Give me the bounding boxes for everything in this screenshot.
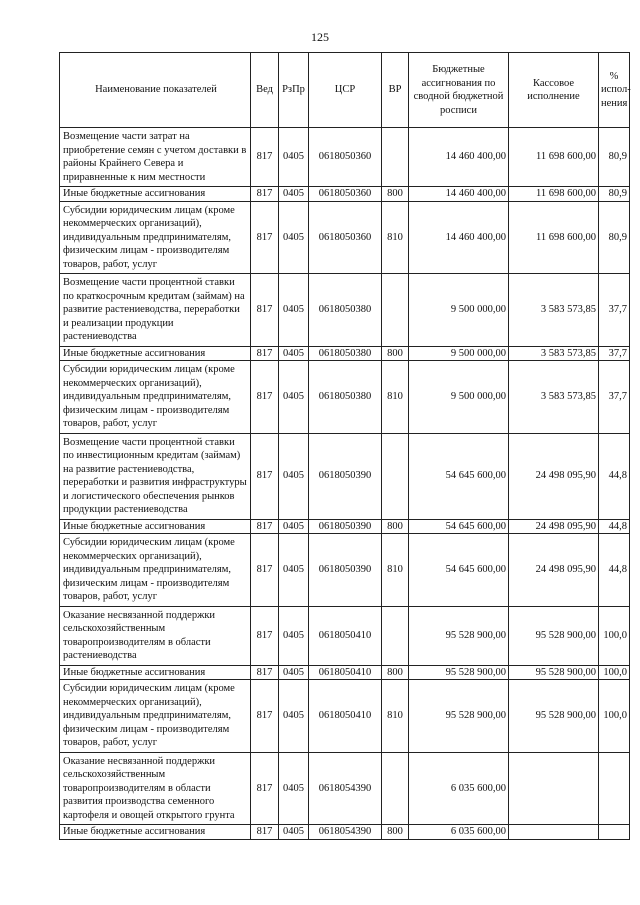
table-row [60, 346, 630, 361]
header-ved: Вед [251, 53, 279, 128]
row-csr: 0618054390 [309, 825, 382, 840]
row-vr: 800 [382, 825, 409, 840]
table-row [60, 752, 630, 825]
row-cash: 11 698 600,00 [509, 128, 599, 187]
row-csr: 0618050410 [309, 680, 382, 753]
row-vr: 810 [382, 534, 409, 607]
row-rzpr: 0405 [279, 519, 309, 534]
row-name: Возмещение части процентной ставки по инвестиционным кредитам (займам) на развитие растениеводства, переработки и развития инфраструктуры и логистического обеспечения рынков продукции растениеводства [60, 433, 251, 519]
row-rzpr: 0405 [279, 825, 309, 840]
row-vr [382, 433, 409, 519]
row-budget: 14 460 400,00 [409, 201, 509, 274]
header-percent: % испол-нения [599, 53, 630, 128]
header-vr: ВР [382, 53, 409, 128]
row-percent: 37,7 [599, 274, 630, 347]
row-rzpr: 0405 [279, 361, 309, 434]
row-csr: 0618050410 [309, 606, 382, 665]
row-budget: 9 500 000,00 [409, 346, 509, 361]
row-budget: 9 500 000,00 [409, 274, 509, 347]
budget-table [59, 52, 630, 840]
table-header-row [60, 53, 630, 128]
table-row [60, 201, 630, 274]
row-budget: 6 035 600,00 [409, 752, 509, 825]
row-ved: 817 [251, 665, 279, 680]
row-vr [382, 128, 409, 187]
row-budget: 54 645 600,00 [409, 519, 509, 534]
row-cash: 95 528 900,00 [509, 665, 599, 680]
table-row [60, 274, 630, 347]
row-name: Иные бюджетные ассигнования [60, 825, 251, 840]
table-row [60, 665, 630, 680]
row-vr [382, 606, 409, 665]
row-rzpr: 0405 [279, 665, 309, 680]
row-cash [509, 825, 599, 840]
row-rzpr: 0405 [279, 128, 309, 187]
row-vr: 810 [382, 361, 409, 434]
row-budget: 9 500 000,00 [409, 361, 509, 434]
row-cash: 3 583 573,85 [509, 274, 599, 347]
row-percent: 100,0 [599, 606, 630, 665]
row-rzpr: 0405 [279, 201, 309, 274]
row-rzpr: 0405 [279, 433, 309, 519]
row-ved: 817 [251, 361, 279, 434]
header-name: Наименование показателей [60, 53, 251, 128]
row-csr: 0618050360 [309, 187, 382, 202]
row-ved: 817 [251, 274, 279, 347]
row-percent: 100,0 [599, 665, 630, 680]
row-cash: 24 498 095,90 [509, 534, 599, 607]
row-csr: 0618050380 [309, 346, 382, 361]
header-budget: Бюджетные ассигнования по сводной бюджетной росписи [409, 53, 509, 128]
table-row [60, 187, 630, 202]
row-cash: 3 583 573,85 [509, 361, 599, 434]
row-csr: 0618050390 [309, 534, 382, 607]
row-percent: 44,8 [599, 534, 630, 607]
table-row [60, 128, 630, 187]
row-rzpr: 0405 [279, 680, 309, 753]
page-number: 125 [311, 30, 329, 44]
row-vr: 810 [382, 680, 409, 753]
row-ved: 817 [251, 680, 279, 753]
row-percent: 37,7 [599, 361, 630, 434]
row-rzpr: 0405 [279, 606, 309, 665]
row-vr: 810 [382, 201, 409, 274]
row-cash: 24 498 095,90 [509, 433, 599, 519]
row-name: Иные бюджетные ассигнования [60, 346, 251, 361]
row-cash: 24 498 095,90 [509, 519, 599, 534]
row-percent: 100,0 [599, 680, 630, 753]
row-csr: 0618050380 [309, 274, 382, 347]
row-budget: 54 645 600,00 [409, 433, 509, 519]
row-name: Иные бюджетные ассигнования [60, 187, 251, 202]
row-vr: 800 [382, 665, 409, 680]
row-cash: 11 698 600,00 [509, 201, 599, 274]
table-row [60, 825, 630, 840]
row-vr [382, 274, 409, 347]
row-cash: 11 698 600,00 [509, 187, 599, 202]
row-name: Субсидии юридическим лицам (кроме некоммерческих организаций), индивидуальным предпринимателям, физическим лицам - производителям товаров, работ, услуг [60, 680, 251, 753]
row-budget: 14 460 400,00 [409, 187, 509, 202]
header-cash: Кассовое исполнение [509, 53, 599, 128]
row-vr [382, 752, 409, 825]
row-percent: 80,9 [599, 187, 630, 202]
header-rzpr: РзПр [279, 53, 309, 128]
row-percent: 80,9 [599, 128, 630, 187]
row-rzpr: 0405 [279, 187, 309, 202]
table-row [60, 361, 630, 434]
row-csr: 0618050390 [309, 433, 382, 519]
row-csr: 0618050360 [309, 201, 382, 274]
row-name: Оказание несвязанной поддержки сельскохозяйственным товаропроизводителям в области развития производства семенного картофеля и овощей открытого грунта [60, 752, 251, 825]
table-body [60, 128, 630, 840]
row-cash: 95 528 900,00 [509, 680, 599, 753]
table-row [60, 606, 630, 665]
row-budget: 6 035 600,00 [409, 825, 509, 840]
row-percent: 37,7 [599, 346, 630, 361]
row-percent [599, 752, 630, 825]
row-csr: 0618054390 [309, 752, 382, 825]
row-ved: 817 [251, 534, 279, 607]
row-rzpr: 0405 [279, 274, 309, 347]
row-csr: 0618050390 [309, 519, 382, 534]
row-ved: 817 [251, 752, 279, 825]
row-ved: 817 [251, 128, 279, 187]
row-csr: 0618050380 [309, 361, 382, 434]
row-name: Иные бюджетные ассигнования [60, 665, 251, 680]
row-ved: 817 [251, 346, 279, 361]
table-row [60, 519, 630, 534]
row-ved: 817 [251, 606, 279, 665]
row-percent: 44,8 [599, 519, 630, 534]
row-ved: 817 [251, 201, 279, 274]
row-percent: 44,8 [599, 433, 630, 519]
header-csr: ЦСР [309, 53, 382, 128]
row-cash: 95 528 900,00 [509, 606, 599, 665]
row-vr: 800 [382, 187, 409, 202]
row-vr: 800 [382, 346, 409, 361]
row-name: Оказание несвязанной поддержки сельскохозяйственным товаропроизводителям в области растениеводства [60, 606, 251, 665]
row-name: Субсидии юридическим лицам (кроме некоммерческих организаций), индивидуальным предпринимателям, физическим лицам - производителям товаров, работ, услуг [60, 361, 251, 434]
row-rzpr: 0405 [279, 346, 309, 361]
table-row [60, 433, 630, 519]
row-ved: 817 [251, 187, 279, 202]
row-budget: 95 528 900,00 [409, 665, 509, 680]
row-budget: 95 528 900,00 [409, 680, 509, 753]
row-rzpr: 0405 [279, 534, 309, 607]
table-row [60, 680, 630, 753]
row-name: Субсидии юридическим лицам (кроме некоммерческих организаций), индивидуальным предпринимателям, физическим лицам - производителям товаров, работ, услуг [60, 201, 251, 274]
row-cash: 3 583 573,85 [509, 346, 599, 361]
row-vr: 800 [382, 519, 409, 534]
row-budget: 54 645 600,00 [409, 534, 509, 607]
table-row [60, 534, 630, 607]
row-ved: 817 [251, 825, 279, 840]
row-name: Возмещение части затрат на приобретение семян с учетом доставки в районы Крайнего Севера и приравненные к ним местности [60, 128, 251, 187]
row-ved: 817 [251, 433, 279, 519]
row-percent: 80,9 [599, 201, 630, 274]
row-budget: 95 528 900,00 [409, 606, 509, 665]
row-budget: 14 460 400,00 [409, 128, 509, 187]
row-cash [509, 752, 599, 825]
row-name: Субсидии юридическим лицам (кроме некоммерческих организаций), индивидуальным предпринимателям, физическим лицам - производителям товаров, работ, услуг [60, 534, 251, 607]
row-csr: 0618050410 [309, 665, 382, 680]
row-percent [599, 825, 630, 840]
row-csr: 0618050360 [309, 128, 382, 187]
row-ved: 817 [251, 519, 279, 534]
row-name: Возмещение части процентной ставки по краткосрочным кредитам (займам) на развитие растениеводства, переработки и реализации продукции растениеводства [60, 274, 251, 347]
row-rzpr: 0405 [279, 752, 309, 825]
row-name: Иные бюджетные ассигнования [60, 519, 251, 534]
